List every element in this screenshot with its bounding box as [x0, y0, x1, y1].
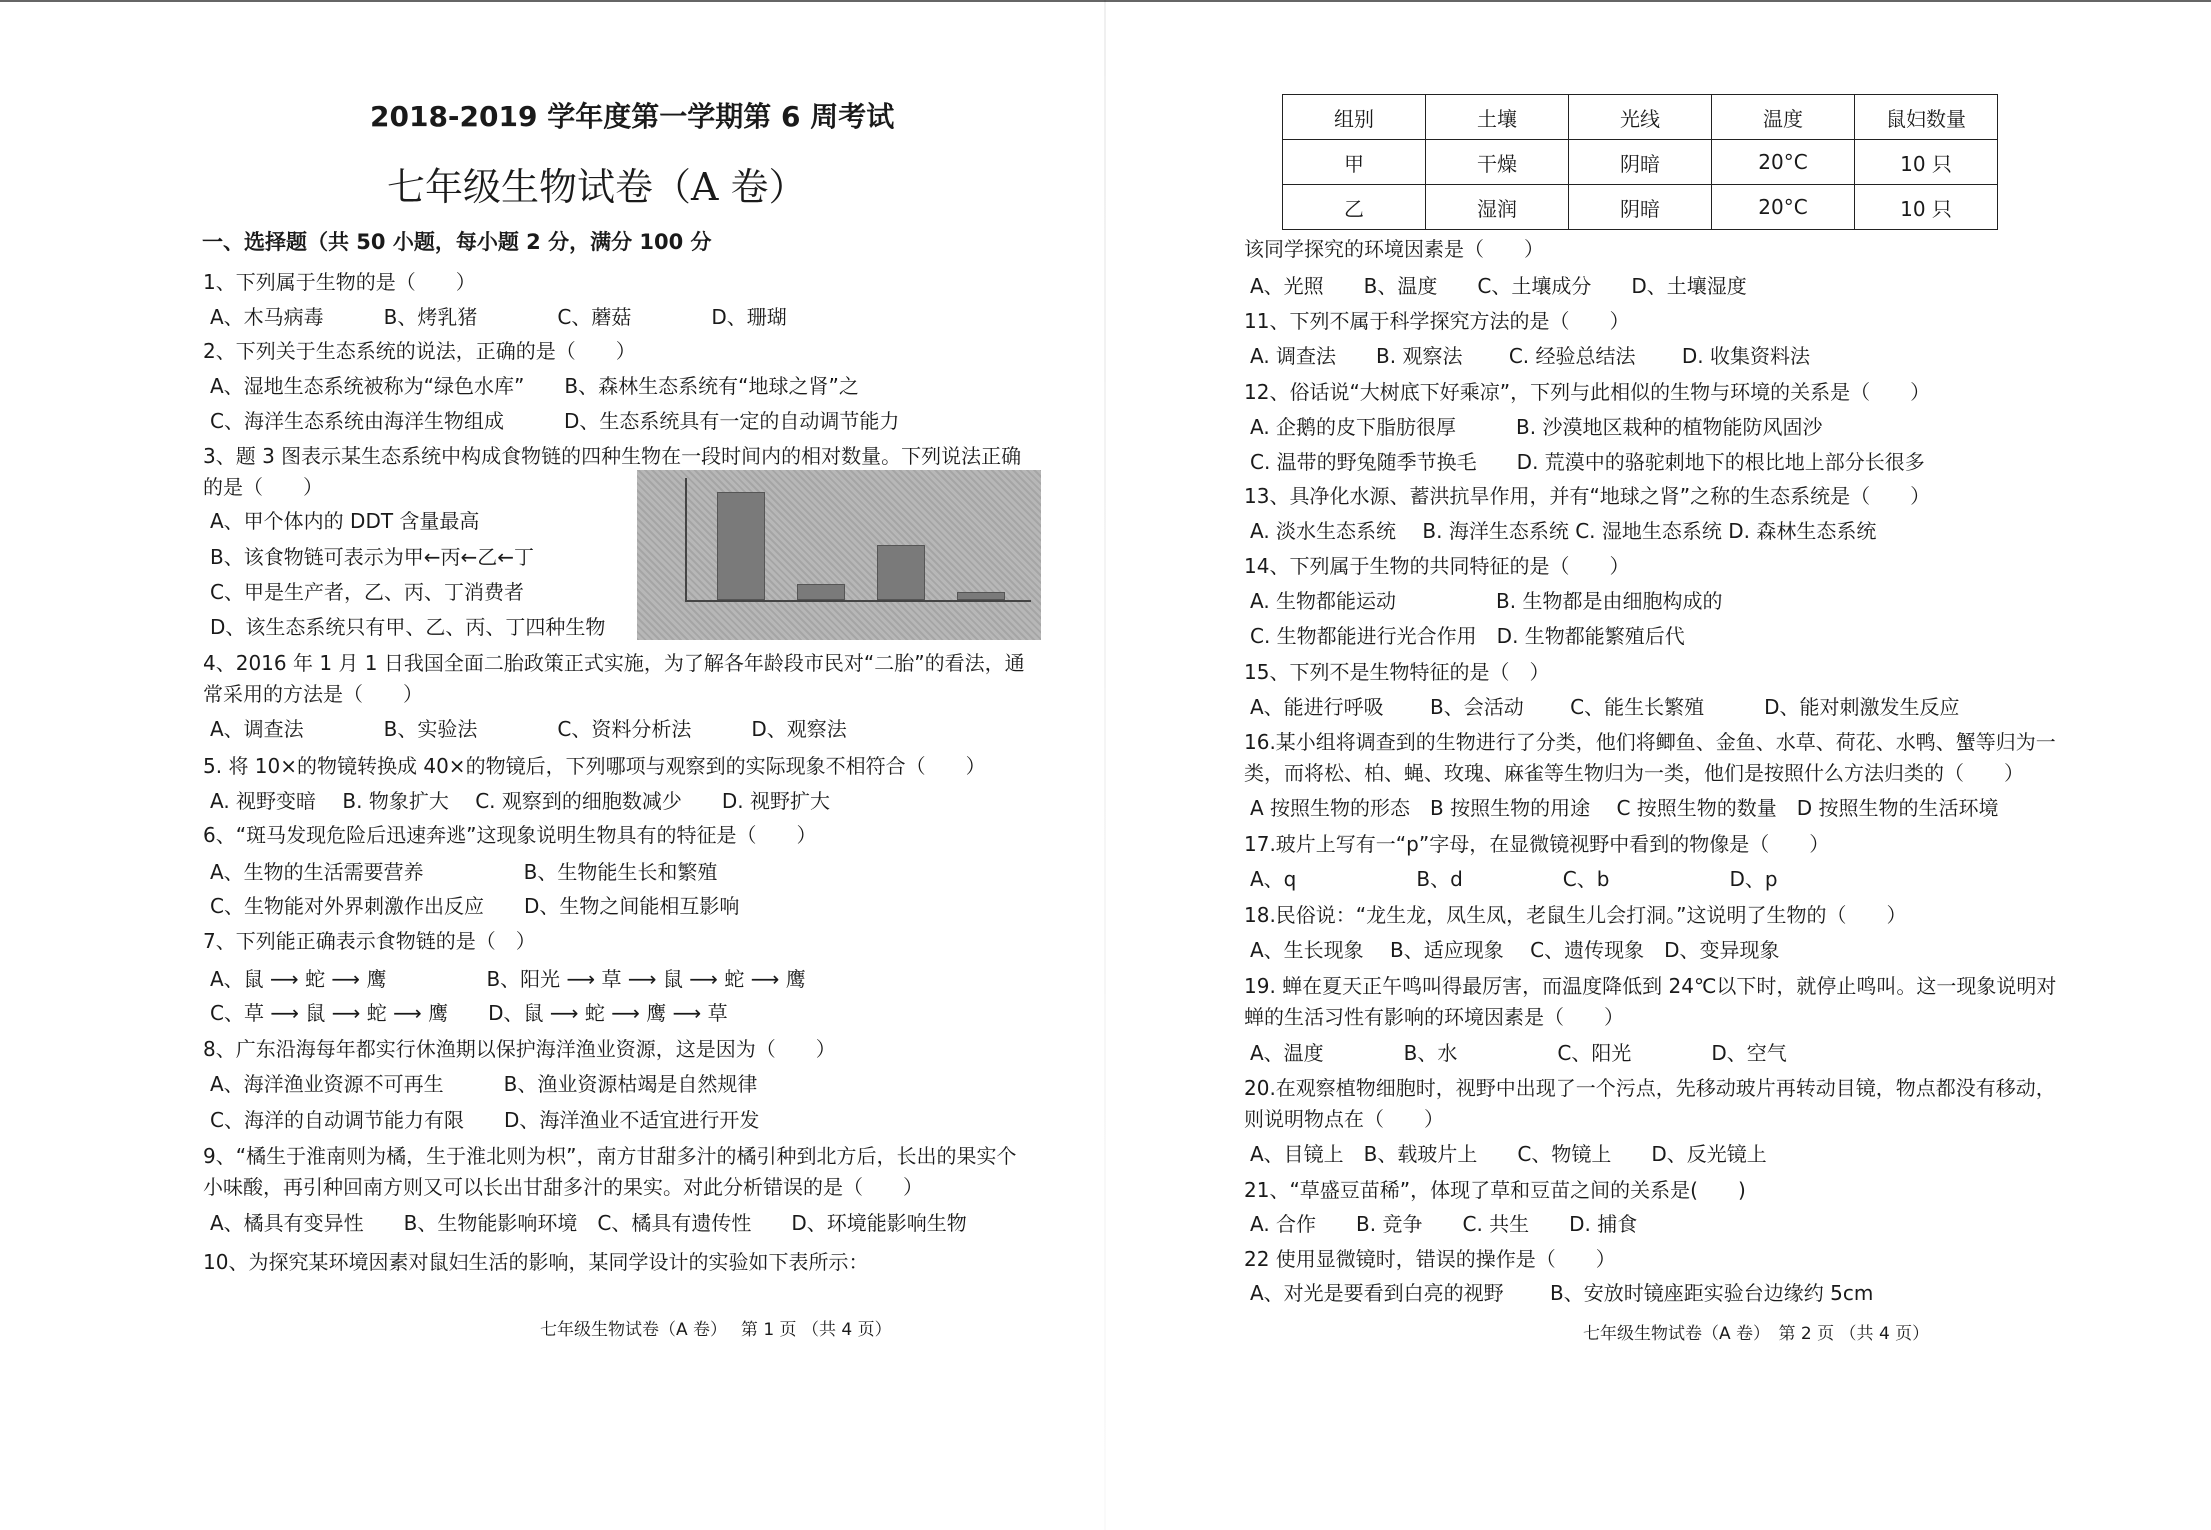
question-line: C、海洋的自动调节能力有限 D、海洋渔业不适宜进行开发: [210, 1108, 760, 1132]
question-line: 类，而将松、柏、蝇、玫瑰、麻雀等生物归为一类，他们是按照什么方法归类的（ ）: [1244, 761, 2024, 785]
question-line: 5. 将 10×的物镜转换成 40×的物镜后，下列哪项与观察到的实际现象不相符合（ ）: [203, 754, 986, 778]
question-line: C、草 ⟶ 鼠 ⟶ 蛇 ⟶ 鹰 D、鼠 ⟶ 蛇 ⟶ 鹰 ⟶ 草: [210, 1001, 728, 1025]
question-line: 9、“橘生于淮南则为橘，生于淮北则为枳”，南方甘甜多汁的橘引种到北方后，长出的果实个: [203, 1144, 1017, 1168]
left-page: [0, 0, 1105, 1530]
question-line: 22 使用显微镜时，错误的操作是（ ）: [1244, 1247, 1616, 1271]
question-line: 19. 蝉在夏天正午鸣叫得最厉害，而温度降低到 24℃以下时，就停止鸣叫。这一现象说明对: [1244, 974, 2057, 998]
table-header-cell: 组别: [1283, 95, 1426, 140]
question-line: A. 合作 B. 竞争 C. 共生 D. 捕食: [1250, 1212, 1638, 1236]
question-line: 的是（ ）: [203, 475, 323, 499]
section-heading: 一、选择题（共 50 小题，每小题 2 分，满分 100 分: [202, 230, 712, 254]
question-line: 17.玻片上写有一“p”字母，在显微镜视野中看到的物像是（ ）: [1244, 832, 1830, 856]
table-cell: 甲: [1283, 140, 1426, 185]
question-line: A. 生物都能运动 B. 生物都是由细胞构成的: [1250, 589, 1723, 613]
table-cell: 阴暗: [1569, 140, 1712, 185]
question-line: 6、“斑马发现危险后迅速奔逃”这现象说明生物具有的特征是（ ）: [203, 823, 817, 847]
table-cell: 20°C: [1712, 185, 1855, 230]
question-line: A. 淡水生态系统 B. 海洋生态系统 C. 湿地生态系统 D. 森林生态系统: [1250, 519, 1877, 543]
question-line: 该同学探究的环境因素是（ ）: [1244, 237, 1544, 261]
question-line: 14、下列属于生物的共同特征的是（ ）: [1244, 554, 1630, 578]
chart-bar: [797, 584, 845, 600]
question-line: 21、“草盛豆苗稀”，体现了草和豆苗之间的关系是( ): [1244, 1178, 1746, 1202]
question-line: A、目镜上 B、载玻片上 C、物镜上 D、反光镜上: [1250, 1142, 1767, 1166]
question-line: C. 生物都能进行光合作用 D. 生物都能繁殖后代: [1250, 624, 1685, 648]
chart-y-axis: [685, 478, 687, 602]
table-row: [1283, 95, 1998, 140]
question-line: 18.民俗说：“龙生龙，凤生凤，老鼠生儿会打洞。”这说明了生物的（ ）: [1244, 903, 1907, 927]
question-line: 16.某小组将调查到的生物进行了分类，他们将鲫鱼、金鱼、水草、荷花、水鸭、蟹等归为一: [1244, 730, 2056, 754]
question-line: A、生长现象 B、适应现象 C、遗传现象 D、变异现象: [1250, 938, 1780, 962]
question-line: A、能进行呼吸 B、会活动 C、能生长繁殖 D、能对刺激发生反应: [1250, 695, 1960, 719]
experiment-table: [1282, 94, 1998, 230]
question-line: A、甲个体内的 DDT 含量最高: [210, 509, 480, 533]
table-cell: 10 只: [1855, 185, 1998, 230]
question-line: A. 企鹅的皮下脂肪很厚 B. 沙漠地区栽种的植物能防风固沙: [1250, 415, 1823, 439]
question-line: 则说明物点在（ ）: [1244, 1107, 1444, 1131]
question-line: A. 视野变暗 B. 物象扩大 C. 观察到的细胞数减少 D. 视野扩大: [210, 789, 830, 813]
table-cell: 乙: [1283, 185, 1426, 230]
table-header-cell: 光线: [1569, 95, 1712, 140]
table-cell: 10 只: [1855, 140, 1998, 185]
question-line: 4、2016 年 1 月 1 日我国全面二胎政策正式实施，为了解各年龄段市民对“二胎”的看法，通: [203, 651, 1025, 675]
table-row: [1283, 185, 1998, 230]
question-line: 10、为探究某环境因素对鼠妇生活的影响，某同学设计的实验如下表所示：: [203, 1250, 869, 1274]
chart-bar: [717, 492, 765, 600]
page-footer-left: 七年级生物试卷（A 卷） 第 1 页 （共 4 页）: [540, 1320, 892, 1340]
question-line: A、橘具有变异性 B、生物能影响环境 C、橘具有遗传性 D、环境能影响生物: [210, 1211, 967, 1235]
exam-title: 2018-2019 学年度第一学期第 6 周考试: [370, 100, 895, 133]
table-cell: 20°C: [1712, 140, 1855, 185]
question-line: 1、下列属于生物的是（ ）: [203, 270, 476, 294]
page-footer-right: 七年级生物试卷（A 卷） 第 2 页 （共 4 页）: [1583, 1324, 1930, 1344]
question-line: A. 调查法 B. 观察法 C. 经验总结法 D. 收集资料法: [1250, 344, 1810, 368]
question-line: A、湿地生态系统被称为“绿色水库” B、森林生态系统有“地球之肾”之: [210, 374, 859, 398]
chart-bar: [957, 592, 1005, 600]
table-header-cell: 土壤: [1426, 95, 1569, 140]
question-line: 小味酸，再引种回南方则又可以长出甘甜多汁的果实。对此分析错误的是（ ）: [203, 1175, 923, 1199]
food-chain-bar-chart: [637, 470, 1041, 640]
question-line: B、该食物链可表示为甲←丙←乙←丁: [210, 545, 534, 569]
question-line: A、木马病毒 B、烤乳猪 C、蘑菇 D、珊瑚: [210, 305, 787, 329]
question-line: 15、下列不是生物特征的是（ ）: [1244, 660, 1550, 684]
question-line: A、生物的生活需要营养 B、生物能生长和繁殖: [210, 860, 718, 884]
table-header-cell: 鼠妇数量: [1855, 95, 1998, 140]
question-line: 20.在观察植物细胞时，视野中出现了一个污点，先移动玻片再转动目镜，物点都没有移动，: [1244, 1076, 2056, 1100]
question-line: 2、下列关于生态系统的说法，正确的是（ ）: [203, 339, 636, 363]
table-row: [1283, 140, 1998, 185]
question-line: 3、题 3 图表示某生态系统中构成食物链的四种生物在一段时间内的相对数量。下列说法正确: [203, 444, 1022, 468]
question-line: 13、具净化水源、蓄洪抗旱作用，并有“地球之肾”之称的生态系统是（ ）: [1244, 484, 1931, 508]
question-line: 8、广东沿海每年都实行休渔期以保护海洋渔业资源，这是因为（ ）: [203, 1037, 836, 1061]
table-cell: 阴暗: [1569, 185, 1712, 230]
question-line: D、该生态系统只有甲、乙、丙、丁四种生物: [210, 615, 606, 639]
paper-title: 七年级生物试卷（A 卷）: [387, 165, 807, 209]
question-line: C. 温带的野兔随季节换毛 D. 荒漠中的骆驼刺地下的根比地上部分长很多: [1250, 450, 1925, 474]
question-line: C、生物能对外界刺激作出反应 D、生物之间能相互影响: [210, 894, 740, 918]
question-line: 12、俗话说“大树底下好乘凉”，下列与此相似的生物与环境的关系是（ ）: [1244, 380, 1931, 404]
question-line: A、温度 B、水 C、阳光 D、空气: [1250, 1041, 1787, 1065]
question-line: A、鼠 ⟶ 蛇 ⟶ 鹰 B、阳光 ⟶ 草 ⟶ 鼠 ⟶ 蛇 ⟶ 鹰: [210, 967, 806, 991]
question-line: 蝉的生活习性有影响的环境因素是（ ）: [1244, 1005, 1624, 1029]
question-line: 7、下列能正确表示食物链的是（ ）: [203, 929, 536, 953]
question-line: 常采用的方法是（ ）: [203, 682, 423, 706]
question-line: A、调查法 B、实验法 C、资料分析法 D、观察法: [210, 717, 847, 741]
table-cell: 湿润: [1426, 185, 1569, 230]
question-line: 11、下列不属于科学探究方法的是（ ）: [1244, 309, 1630, 333]
question-line: A、q B、d C、b D、p: [1250, 867, 1778, 891]
question-line: A 按照生物的形态 B 按照生物的用途 C 按照生物的数量 D 按照生物的生活环境: [1250, 796, 1999, 820]
question-line: A、对光是要看到白亮的视野 B、安放时镜座距实验台边缘约 5cm: [1250, 1281, 1874, 1305]
question-line: C、甲是生产者，乙、丙、丁消费者: [210, 580, 524, 604]
question-line: A、海洋渔业资源不可再生 B、渔业资源枯竭是自然规律: [210, 1072, 758, 1096]
table-cell: 干燥: [1426, 140, 1569, 185]
question-line: A、光照 B、温度 C、土壤成分 D、土壤湿度: [1250, 274, 1747, 298]
chart-bar: [877, 545, 925, 600]
question-line: C、海洋生态系统由海洋生物组成 D、生态系统具有一定的自动调节能力: [210, 409, 900, 433]
right-page: [1105, 0, 2211, 1530]
chart-x-axis: [685, 600, 1031, 602]
table-header-cell: 温度: [1712, 95, 1855, 140]
